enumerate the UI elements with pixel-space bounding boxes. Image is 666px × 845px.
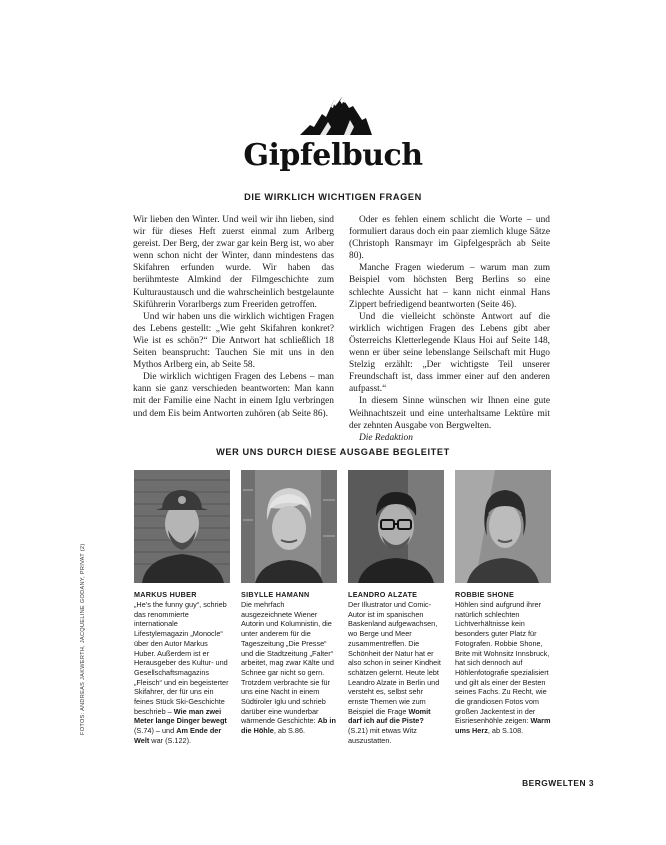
- editorial-paragraph: Oder es fehlen einem schlicht die Worte – und formuliert daraus doch ein paar ziemlich kluge Sätze (Christoph Ransmayr im Gipfelgespräch ab Seite 80).: [349, 215, 550, 262]
- contributor-name: SIBYLLE HAMANN: [241, 590, 310, 599]
- portrait-photo: [348, 470, 444, 583]
- contributor-card: [134, 470, 230, 746]
- article-reference: Wie man zwei Meter lange Dinger bewegt: [134, 706, 227, 726]
- editorial-paragraph: Wir lieben den Winter. Und weil wir ihn lieben, sind wir für dieses Heft zuerst einmal zum Arlberg gereist. Der Berg, der zwar gar kein Berg ist, wo aber wenn schon nicht der Winter, dann mindestens das Skifahren erfunden wurde. Wir haben das berühmteste Almkind der Filmgeschichte zum Kulturaustausch und die wahrscheinlich bestgelaunte Skiführerin Vorarlbergs zum Freeriden getroffen.: [133, 215, 334, 310]
- portrait-photo: [134, 470, 230, 583]
- editorial-paragraph: Manche Fragen wiederum – warum man zum Beispiel vom höchsten Berg Berlins so eine schlechte Aussicht hat – kann nicht einmal Hans Zippert befriedigend beantworten (Seite 46).: [349, 263, 550, 310]
- editorial-paragraph: Und wir haben uns die wirklich wichtigen Fragen des Lebens gestellt: „Wie geht Skifahren konkret? Wie ist es schön?“ Die Antwort hat schließlich 18 Seiten beansprucht: Tauchen Sie mit uns in den Mythos Arlberg ein, ab Seite 58.: [133, 311, 334, 371]
- photo-credit: FOTOS: ANDREAS JAKWERTH, JACQUELINE GODANY, PRIVAT (2): [80, 543, 86, 735]
- contributor-card: [455, 470, 551, 736]
- editorial-paragraph: Und die vielleicht schönste Antwort auf die wirklich wichtigen Fragen des Lebens gibt aber Österreichs Kletterlegende Klaus Hoi auf Seite 148, wenn er über seine lebenslange Seilschaft mit Hugo Stelzig erzählt: „Der wichtigste Teil unserer Freundschaft ist, dass immer einer auf den anderen aufpasst.“: [349, 311, 550, 395]
- contributor-name: MARKUS HUBER: [134, 590, 197, 599]
- contributors-heading: WER UNS DURCH DIESE AUSGABE BEGLEITET: [216, 447, 450, 457]
- editorial-left-column: [133, 214, 334, 420]
- page-title: Gipfelbuch: [243, 138, 423, 173]
- editorial-right-column: [349, 214, 550, 444]
- contributor-bio: Höhlen sind aufgrund ihrer natürlich schlechten Lichtverhältnisse kein besonders guter Platz für Fotografen. Robbie Shone, Brite mit Wohnsitz Innsbruck, hat sich dennoch auf Höhlenfotografie spezialisiert und gilt als einer der Besten seines Fachs. Zu Recht, wie die grandiosen Fotos vom großen Jackentest in der Eisriesenhöhle zeigen: Warm ums Herz, ab S.108.: [455, 600, 551, 736]
- portrait-photo: [241, 470, 337, 583]
- article-reference: Womit darf ich auf die Piste?: [348, 706, 431, 726]
- contributor-card: [241, 470, 337, 736]
- mountain-range-icon: [300, 94, 372, 136]
- contributor-bio: „He’s the funny guy“, schrieb das renommierte internationale Lifestylemagazin „Monocle“ über den Autor Markus Huber. Außerdem ist er Herausgeber des Kultur- und Gesellschaftsmagazins „Fleisch“ und ein begeisterter Skifahrer, der für uns ein feines Stück Ski-Geschichte beschrieb – Wie man zwei Meter lange Dinger bewegt (S.74) – und Am Ende der Welt war (S.122).: [134, 600, 229, 745]
- contributor-name: ROBBIE SHONE: [455, 590, 515, 599]
- editorial-paragraph: Die wirklich wichtigen Fragen des Lebens – man kann sie ganz verschieden beantworten: Man kann mit der Familie eine Nacht in einem Iglu verbringen und dem Eis beim Antworten zuhören (ab Seite 86).: [133, 372, 334, 419]
- contributor-card: [348, 470, 444, 746]
- portrait-photo: [455, 470, 551, 583]
- article-reference: Ab in die Höhle: [241, 716, 336, 736]
- article-reference: Warm ums Herz: [455, 716, 551, 736]
- article-reference: Am Ende der Welt: [134, 726, 222, 745]
- contributor-name: LEANDRO ALZATE: [348, 590, 418, 599]
- contributor-bio: Der Illustrator und Comic-Autor ist im spanischen Baskenland aufgewachsen, wo Berge und Meer zusammentreffen. Die Schönheit der Natur hat er also schon in seiner Kindheit schätzen gelernt. Heute lebt Leandro Alzate in Berlin und versteht es, selbst sehr ernste Themen wie zum Beispiel die Frage Womit darf ich auf die Piste? (S.21) mit etwas Witz auszustatten.: [348, 600, 441, 745]
- editorial-signature: Die Redaktion: [359, 432, 413, 443]
- editorial-paragraph: In diesem Sinne wünschen wir Ihnen eine gute Weihnachtszeit und eine unterhaltsame Lektüre mit der zehnten Ausgabe von Bergwelten.: [349, 396, 550, 431]
- contributor-bio: Die mehrfach ausgezeichnete Wiener Autorin und Kolumnistin, die unter anderem für die Tageszeitung „Die Presse“ und die Stadtzeitung „Falter“ arbeitet, mag zwar Kälte und Schnee gar nicht so gern. Trotzdem verbrachte sie für uns eine Nacht in einem Südtiroler Iglu und schrieb darüber eine wunderbar wärmende Geschichte: Ab in die Höhle, ab S.86.: [241, 600, 336, 736]
- page-subtitle: DIE WIRKLICH WICHTIGEN FRAGEN: [244, 192, 422, 202]
- page-footer: BERGWELTEN 3: [522, 778, 594, 788]
